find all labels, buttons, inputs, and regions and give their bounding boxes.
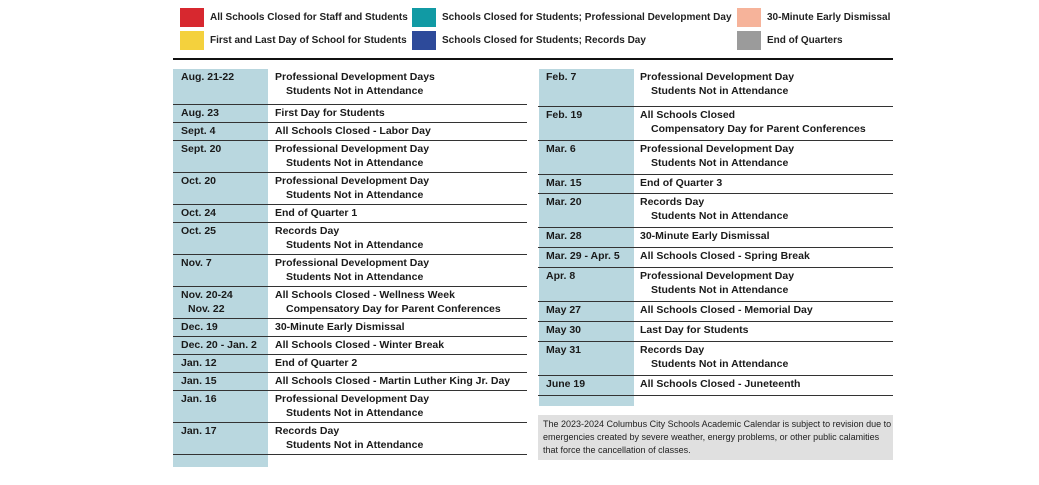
event-date: Mar. 6 <box>546 143 576 155</box>
event-title: Professional Development Day <box>275 257 430 269</box>
right-event-row <box>538 175 893 194</box>
event-date: Apr. 8 <box>546 270 576 282</box>
legend-label: 30-Minute Early Dismissal <box>767 12 891 23</box>
event-title: Records Day <box>275 225 340 237</box>
legend-divider <box>173 58 893 60</box>
right-event-row <box>538 302 893 322</box>
left-rows <box>173 69 527 455</box>
event-date: Jan. 17 <box>181 425 217 437</box>
event-subtitle: Students Not in Attendance <box>286 271 424 283</box>
left-event-row <box>173 255 527 287</box>
left-event-row <box>173 287 527 319</box>
event-date-secondary: Nov. 22 <box>188 303 225 315</box>
right-event-row <box>538 69 893 107</box>
event-date: Jan. 16 <box>181 393 217 405</box>
event-subtitle: Compensatory Day for Parent Conferences <box>651 123 866 135</box>
right-event-row <box>538 342 893 376</box>
legend-item-early-dismissal <box>737 8 890 27</box>
event-date: Sept. 20 <box>181 143 222 155</box>
left-event-row <box>173 391 527 423</box>
event-title: All Schools Closed - Juneteenth <box>640 378 801 390</box>
event-subtitle: Students Not in Attendance <box>651 157 789 169</box>
left-event-row <box>173 123 527 141</box>
event-title: End of Quarter 2 <box>275 357 358 369</box>
left-event-row <box>173 423 527 455</box>
event-date: Feb. 7 <box>546 71 577 83</box>
event-title: End of Quarter 3 <box>640 177 723 189</box>
event-title: Professional Development Day <box>275 143 430 155</box>
left-event-row <box>173 173 527 205</box>
event-subtitle: Students Not in Attendance <box>286 407 424 419</box>
calendar-disclaimer: The 2023-2024 Columbus City Schools Academic Calendar is subject to revision due to emergencies created by severe weather, energy problems, or other public calamities that force the cancellation of classes. <box>538 415 893 460</box>
event-title: Records Day <box>640 196 705 208</box>
event-subtitle: Students Not in Attendance <box>651 358 789 370</box>
right-event-row <box>538 322 893 342</box>
event-title: Professional Development Day <box>275 175 430 187</box>
left-event-row <box>173 105 527 123</box>
event-date: Aug. 21-22 <box>181 71 235 83</box>
event-date: Mar. 28 <box>546 230 582 242</box>
blue-swatch <box>412 31 436 50</box>
event-date: May 30 <box>546 324 582 336</box>
legend-label: End of Quarters <box>767 35 843 46</box>
event-title: Professional Development Day <box>640 270 795 282</box>
right-event-row <box>538 376 893 396</box>
event-date: Oct. 20 <box>181 175 217 187</box>
legend-item-end-quarters <box>737 31 843 50</box>
event-title: 30-Minute Early Dismissal <box>640 230 770 242</box>
legend-label: All Schools Closed for Staff and Students <box>210 12 408 23</box>
legend-label: Schools Closed for Students; Records Day <box>442 35 646 46</box>
event-date: Aug. 23 <box>181 107 219 119</box>
event-title: All Schools Closed - Spring Break <box>640 250 810 262</box>
event-date: Nov. 7 <box>181 257 212 269</box>
right-event-row <box>538 268 893 302</box>
yellow-swatch <box>180 31 204 50</box>
left-event-row <box>173 205 527 223</box>
event-date: Mar. 20 <box>546 196 582 208</box>
event-subtitle: Students Not in Attendance <box>286 189 424 201</box>
legend-item-pd-day <box>412 8 732 27</box>
event-date: Jan. 12 <box>181 357 217 369</box>
event-date: Jan. 15 <box>181 375 217 387</box>
left-event-row <box>173 355 527 373</box>
right-event-list <box>538 69 893 406</box>
event-title: All Schools Closed - Memorial Day <box>640 304 813 316</box>
right-rows <box>538 69 893 396</box>
event-title: End of Quarter 1 <box>275 207 358 219</box>
left-event-row <box>173 223 527 255</box>
event-title: 30-Minute Early Dismissal <box>275 321 405 333</box>
event-title: All Schools Closed <box>640 109 736 121</box>
legend-item-closed-all <box>180 8 408 27</box>
event-date: Oct. 25 <box>181 225 217 237</box>
legend-item-records-day <box>412 31 646 50</box>
right-event-row <box>538 107 893 141</box>
left-event-row <box>173 141 527 173</box>
left-event-row <box>173 319 527 337</box>
teal-swatch <box>412 8 436 27</box>
event-date: Sept. 4 <box>181 125 216 137</box>
left-event-row <box>173 69 527 105</box>
event-date: May 27 <box>546 304 582 316</box>
event-date: Oct. 24 <box>181 207 217 219</box>
left-event-row <box>173 337 527 355</box>
right-event-row <box>538 228 893 248</box>
event-title: All Schools Closed - Winter Break <box>275 339 445 351</box>
event-date: Dec. 20 - Jan. 2 <box>181 339 257 351</box>
legend-label: First and Last Day of School for Students <box>210 35 407 46</box>
event-subtitle: Students Not in Attendance <box>286 85 424 97</box>
red-swatch <box>180 8 204 27</box>
event-title: All Schools Closed - Martin Luther King Jr. Day <box>275 375 511 387</box>
event-date: Mar. 29 - Apr. 5 <box>546 250 620 262</box>
event-date: May 31 <box>546 344 582 356</box>
event-title: All Schools Closed - Labor Day <box>275 125 431 137</box>
event-date: Dec. 19 <box>181 321 218 333</box>
event-date: June 19 <box>546 378 586 390</box>
event-title: Records Day <box>640 344 705 356</box>
right-event-row <box>538 248 893 268</box>
right-event-row <box>538 194 893 228</box>
peach-swatch <box>737 8 761 27</box>
event-subtitle: Students Not in Attendance <box>286 439 424 451</box>
event-subtitle: Students Not in Attendance <box>286 157 424 169</box>
left-event-list <box>173 69 527 467</box>
legend <box>180 6 892 54</box>
event-title: Professional Development Day <box>275 393 430 405</box>
event-subtitle: Students Not in Attendance <box>286 239 424 251</box>
legend-label: Schools Closed for Students; Professional Development Day <box>442 12 732 23</box>
event-subtitle: Students Not in Attendance <box>651 284 789 296</box>
left-event-row <box>173 373 527 391</box>
event-title: Last Day for Students <box>640 324 749 336</box>
event-date: Nov. 20-24 <box>181 289 233 301</box>
right-event-row <box>538 141 893 175</box>
event-title: All Schools Closed - Wellness Week <box>275 289 455 301</box>
event-date: Mar. 15 <box>546 177 582 189</box>
gray-swatch <box>737 31 761 50</box>
event-subtitle: Compensatory Day for Parent Conferences <box>286 303 501 315</box>
event-title: Records Day <box>275 425 340 437</box>
legend-item-first-last-day <box>180 31 407 50</box>
event-title: Professional Development Day <box>640 71 795 83</box>
event-subtitle: Students Not in Attendance <box>651 210 789 222</box>
event-subtitle: Students Not in Attendance <box>651 85 789 97</box>
event-date: Feb. 19 <box>546 109 583 121</box>
event-title: First Day for Students <box>275 107 385 119</box>
event-title: Professional Development Days <box>275 71 435 83</box>
event-title: Professional Development Day <box>640 143 795 155</box>
